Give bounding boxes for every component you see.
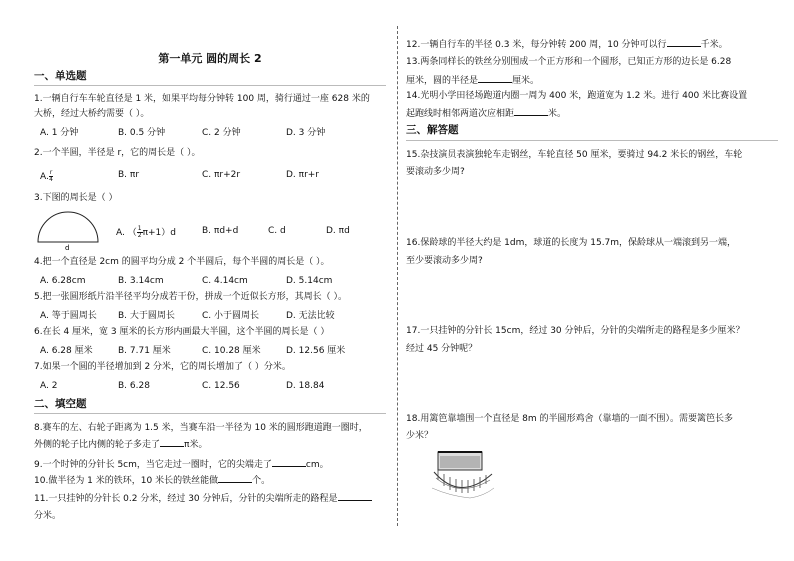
option-a-label: A. （ (116, 228, 137, 238)
question-8-text: 外侧的轮子比内侧的轮子多走了 (34, 440, 161, 450)
option-a: A. 2 (40, 381, 58, 391)
question-1-options (40, 128, 325, 140)
question-14-unit: 米。 (548, 109, 567, 119)
option-d: D. 5.14cm (286, 276, 333, 286)
question-15-line1: 15.杂技演员表演独轮车走钢丝，车轮直径 50 厘米，要骑过 94.2 米长的钢丝，车轮 (406, 150, 743, 160)
question-8-line1: 8.赛车的左、右轮子距离为 1.5 米，当赛车沿一半径为 10 米的圆形跑道跑一圈时， (34, 423, 368, 433)
question-9-unit: cm。 (305, 460, 329, 470)
option-a (116, 226, 202, 240)
question-2-options (40, 170, 319, 184)
option-a: A. 1 分钟 (40, 128, 79, 138)
question-11-line1 (34, 492, 386, 506)
option-c: C. 10.28 厘米 (202, 346, 261, 356)
option-d: D. 18.84 (286, 381, 325, 391)
question-11-text: 11.一只挂钟的分针长 0.2 分米，经过 30 分钟后，分针的尖端所走的路程是 (34, 494, 338, 504)
fraction-numerator: r (49, 169, 53, 176)
question-13-line2 (406, 74, 778, 88)
question-11-line2: 分米。 (34, 511, 62, 521)
option-c: C. πr+2r (202, 170, 241, 180)
option-a-label: A. (40, 172, 49, 182)
option-a: A. 等于圆周长 (40, 311, 97, 321)
question-13-text: 厘米，圆的半径是 (406, 76, 479, 86)
question-6-options (40, 346, 345, 358)
option-c: C. 小于圆周长 (202, 311, 260, 321)
question-12-text: 12.一辆自行车的半径 0.3 米，每分钟转 200 周，10 分钟可以行 (406, 40, 667, 50)
question-8-line2 (34, 438, 386, 452)
option-a-tail: π+1）d (142, 228, 176, 238)
question-8-unit: 米。 (189, 440, 208, 450)
option-d: D. πd (326, 226, 350, 236)
question-9-text: 9.一个时钟的分针长 5cm，当它走过一圈时，它的尖端走了 (34, 460, 272, 470)
section-rule (406, 140, 778, 141)
option-b: B. πr (118, 170, 140, 180)
question-4-options (40, 276, 332, 288)
option-a: A. 6.28cm (40, 276, 86, 286)
diameter-label: d (65, 244, 70, 250)
option-b: B. 3.14cm (118, 276, 164, 286)
answer-blank (218, 474, 252, 483)
question-14-line2 (406, 107, 778, 121)
question-17-line1: 17.一只挂钟的分针长 15cm，经过 30 分钟后，分针的尖端所走的路程是多少厘米？ (406, 326, 745, 336)
question-7: 7.如果一个圆的半径增加到 2 分米，它的周长增加了（ ）分米。 (34, 362, 291, 372)
section-single-choice: 一、单选题 (34, 70, 87, 82)
question-3: 3.下图的周长是（ ） (34, 193, 118, 203)
question-1-line2: 大桥，经过大桥约需要（ ）。 (34, 109, 150, 119)
option-a (40, 170, 118, 184)
option-b: B. 大于圆周长 (118, 311, 175, 321)
option-d: D. πr+r (286, 170, 320, 180)
answer-blank (478, 74, 512, 83)
section-rule (34, 413, 386, 414)
option-b-label: πd+d (213, 226, 239, 236)
question-16-line2: 至少要滚动多少周? (406, 256, 483, 266)
answer-blank (338, 492, 372, 501)
chicken-coop-illustration (430, 448, 498, 500)
option-b: B. 6.28 (118, 381, 150, 391)
question-12 (406, 38, 778, 52)
question-7-options (40, 381, 324, 393)
question-5-options (40, 311, 335, 323)
question-10-unit: 个。 (252, 476, 271, 486)
question-4: 4.把一个直径是 2cm 的圆平均分成 2 个半圆后，每个半圆的周长是（ ）。 (34, 257, 330, 267)
question-12-unit: 千米。 (700, 40, 728, 50)
column-divider (397, 26, 399, 526)
section-rule (34, 85, 386, 86)
option-c: C. 2 分钟 (202, 128, 241, 138)
answer-blank (272, 458, 306, 467)
question-17-line2: 经过 45 分钟呢？ (406, 344, 478, 354)
question-13-unit: 厘米。 (512, 76, 540, 86)
answer-blank (160, 438, 184, 447)
question-9 (34, 458, 386, 472)
answer-blank (514, 107, 548, 116)
question-16-line1: 16.保龄球的半径大约是 1dm，球道的长度为 15.7m，保龄球从一端滚到另一端， (406, 238, 737, 248)
question-14-text: 起跑线时相邻两道次应相距 (406, 109, 515, 119)
question-1-line1: 1.一辆自行车车轮直径是 1 米，如果平均每分钟转 100 周，骑行通过一座 628 米的 (34, 94, 370, 104)
pi-symbol: π (184, 440, 190, 450)
option-b-letter: B. (202, 226, 212, 236)
option-c: C. 4.14cm (202, 276, 248, 286)
question-10 (34, 474, 386, 488)
question-10-text: 10.做半径为 1 米的铁环，10 米长的铁丝能做 (34, 476, 219, 486)
question-14-line1: 14.光明小学田径场跑道内圈一周为 400 米，跑道宽为 1.2 米。进行 400 米比赛设置 (406, 91, 748, 101)
fraction-numerator: 1 (137, 225, 142, 232)
section-fill-blank: 二、填空题 (34, 398, 87, 410)
option-b (202, 226, 268, 240)
semicircle-figure (36, 206, 100, 250)
question-5: 5.把一张圆形纸片沿半径平均分成若干份，拼成一个近似长方形，其周长（ ）。 (34, 292, 347, 302)
answer-blank (667, 38, 701, 47)
page-title: 第一单元 圆的周长 2 (158, 52, 262, 65)
option-a: A. 6.28 厘米 (40, 346, 93, 356)
question-18-line1: 18.用篱笆靠墙围一个直径是 8m 的半圆形鸡舍（靠墙的一面不围）。需要篱笆长多 (406, 414, 734, 424)
question-6: 6.在长 4 厘米，宽 3 厘米的长方形内画最大半圆，这个半圆的周长是（ ） (34, 327, 330, 337)
option-b: B. 0.5 分钟 (118, 128, 166, 138)
fraction (49, 170, 53, 183)
option-d: D. 12.56 厘米 (286, 346, 346, 356)
question-13-line1: 13.两条同样长的铁丝分别围成一个正方形和一个圆形，已知正方形的边长是 6.28 (406, 57, 732, 67)
option-d: D. 无法比较 (286, 311, 335, 321)
question-3-options (116, 226, 350, 240)
fraction-denominator: 4 (49, 176, 53, 183)
fraction-denominator: 2 (137, 232, 142, 239)
option-c: C. d (268, 226, 286, 236)
option-d: D. 3 分钟 (286, 128, 326, 138)
question-18-line2: 少米？ (406, 431, 434, 441)
question-2: 2.一个半圆，半径是 r，它的周长是（ ）。 (34, 148, 201, 158)
option-c: C. 12.56 (202, 381, 240, 391)
section-solve: 三、解答题 (406, 124, 459, 136)
option-b: B. 7.71 厘米 (118, 346, 171, 356)
question-15-line2: 要滚动多少周? (406, 167, 465, 177)
